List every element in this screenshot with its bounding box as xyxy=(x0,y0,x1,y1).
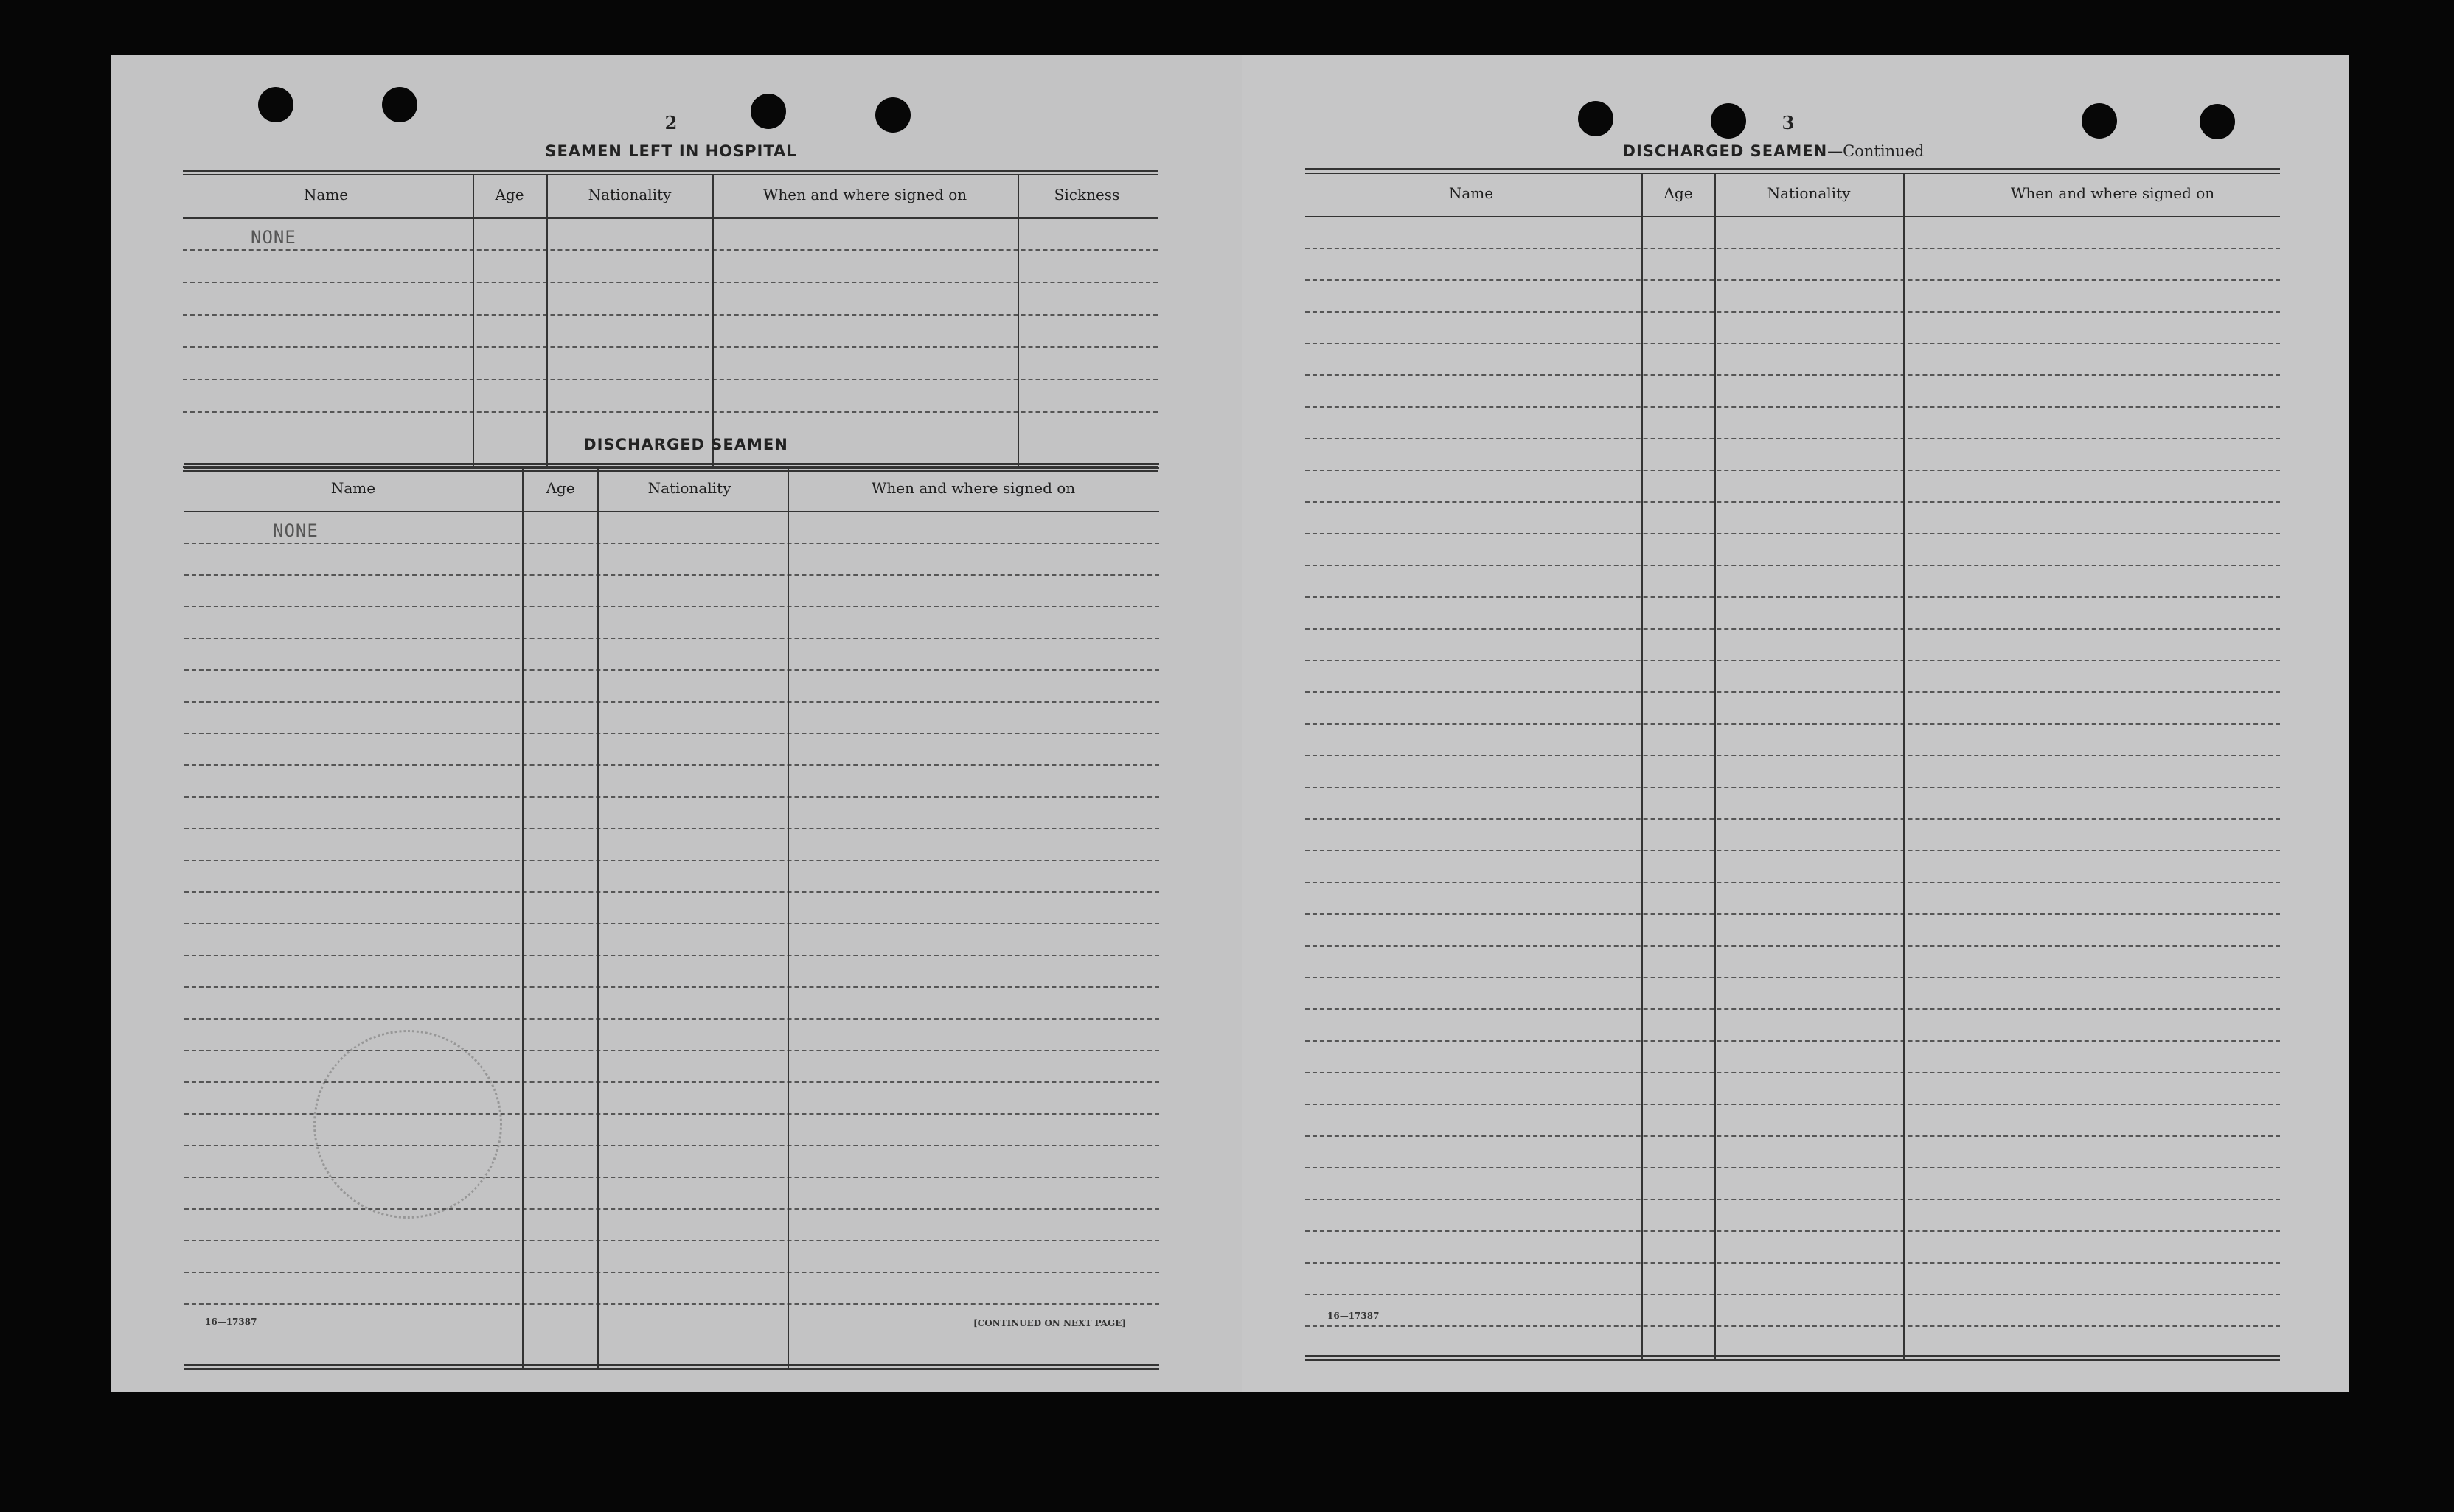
col-header-age: Age xyxy=(546,479,575,497)
discharged-entry-none: NONE xyxy=(273,520,319,541)
ruled-line xyxy=(183,379,1158,380)
ruled-line xyxy=(184,606,1159,607)
col-header-nationality: Nationality xyxy=(647,479,731,497)
ruled-line xyxy=(184,1272,1159,1273)
punch-hole xyxy=(875,97,911,133)
ruled-line xyxy=(184,1208,1159,1210)
ruled-line xyxy=(1305,1199,2280,1200)
column-divider xyxy=(597,467,599,1368)
ruled-line xyxy=(184,764,1159,766)
ruled-line xyxy=(1305,755,2280,756)
ruled-line xyxy=(184,669,1159,671)
ruled-line xyxy=(184,860,1159,861)
ruled-line xyxy=(1305,406,2280,408)
col-header-signed-on: When and where signed on xyxy=(762,186,967,203)
ruled-line xyxy=(184,701,1159,703)
punch-hole xyxy=(1578,101,1613,136)
ruled-line xyxy=(1305,1230,2280,1232)
ruled-line xyxy=(1305,248,2280,249)
column-divider xyxy=(522,467,524,1368)
ruled-line xyxy=(1305,1008,2280,1010)
ruled-line xyxy=(183,411,1158,413)
ruled-line xyxy=(184,638,1159,639)
ruled-line xyxy=(1305,660,2280,661)
form-number: 16—17387 xyxy=(205,1317,257,1327)
ruled-line xyxy=(184,923,1159,924)
column-divider xyxy=(712,174,714,469)
ruled-line xyxy=(184,574,1159,576)
col-header-name: Name xyxy=(330,479,376,497)
page-number: 3 xyxy=(1782,112,1795,133)
ruled-line xyxy=(1305,913,2280,915)
ruled-line xyxy=(1305,470,2280,471)
ruled-line xyxy=(1305,596,2280,598)
ruled-line xyxy=(184,1303,1159,1305)
ruled-line xyxy=(184,1050,1159,1051)
ruled-line xyxy=(1305,723,2280,725)
title-main: DISCHARGED SEAMEN xyxy=(1622,142,1828,160)
ruled-line xyxy=(184,796,1159,798)
ruled-line xyxy=(1305,533,2280,534)
column-divider xyxy=(1903,173,1905,1359)
ruled-line xyxy=(183,314,1158,316)
ruled-line xyxy=(183,346,1158,348)
ruled-line xyxy=(184,1240,1159,1241)
column-divider xyxy=(546,174,548,469)
ruled-line xyxy=(1305,565,2280,566)
ruled-line xyxy=(184,891,1159,893)
ruled-line xyxy=(1305,279,2280,281)
continued-note: [CONTINUED ON NEXT PAGE] xyxy=(973,1318,1127,1328)
punch-hole xyxy=(2082,103,2117,139)
ruled-line xyxy=(1305,1262,2280,1264)
ruled-line xyxy=(1305,787,2280,788)
ruled-line xyxy=(183,282,1158,283)
ruled-line xyxy=(184,733,1159,734)
ruled-line xyxy=(1305,691,2280,693)
ruled-line xyxy=(1305,1167,2280,1168)
ruled-line xyxy=(184,986,1159,988)
ruled-line xyxy=(1305,977,2280,978)
col-header-sickness: Sickness xyxy=(1054,186,1120,203)
ruled-line xyxy=(1305,438,2280,439)
col-header-age: Age xyxy=(495,186,524,203)
column-divider xyxy=(1641,173,1643,1359)
ruled-line xyxy=(1305,1040,2280,1042)
ruled-line xyxy=(1305,628,2280,630)
ruled-line xyxy=(184,828,1159,829)
punch-hole xyxy=(382,87,417,122)
discharged-table xyxy=(184,463,1159,1371)
punch-hole xyxy=(258,87,293,122)
col-header-nationality: Nationality xyxy=(1767,184,1851,202)
column-divider xyxy=(1714,173,1716,1359)
punch-hole xyxy=(751,94,786,129)
discharged-section-title: DISCHARGED SEAMEN xyxy=(583,436,788,453)
ruled-line xyxy=(1305,311,2280,313)
ruled-line xyxy=(1305,501,2280,503)
faded-stamp xyxy=(313,1030,502,1219)
ruled-line xyxy=(1305,850,2280,851)
col-header-name: Name xyxy=(303,186,349,203)
col-header-signed-on: When and where signed on xyxy=(871,479,1076,497)
ruled-line xyxy=(184,955,1159,956)
form-number: 16—17387 xyxy=(1327,1311,1380,1321)
ruled-line xyxy=(1305,1104,2280,1105)
ruled-line xyxy=(1305,1072,2280,1073)
ruled-line xyxy=(184,1018,1159,1020)
ruled-line xyxy=(1305,882,2280,883)
col-header-signed-on: When and where signed on xyxy=(2010,184,2215,202)
col-header-nationality: Nationality xyxy=(588,186,672,203)
ruled-line xyxy=(1305,818,2280,820)
ruled-line xyxy=(1305,945,2280,947)
ruled-line xyxy=(1305,1325,2280,1327)
column-divider xyxy=(788,467,789,1368)
hospital-entry-none: NONE xyxy=(251,227,296,248)
ruled-line xyxy=(184,543,1159,544)
column-divider xyxy=(1018,174,1019,469)
ruled-line xyxy=(1305,343,2280,344)
discharged-continued-title xyxy=(1623,142,1925,160)
punch-hole xyxy=(1711,103,1746,139)
ruled-line xyxy=(1305,1294,2280,1295)
ruled-line xyxy=(1305,1135,2280,1137)
ruled-line xyxy=(183,249,1158,251)
column-divider xyxy=(473,174,474,469)
left-page xyxy=(111,55,1242,1392)
right-page xyxy=(1242,55,2349,1392)
discharged-continued-table xyxy=(1305,168,2280,1362)
page-number: 2 xyxy=(664,112,678,133)
col-header-name: Name xyxy=(1448,184,1494,202)
title-continued: —Continued xyxy=(1827,142,1925,160)
hospital-section-title: SEAMEN LEFT IN HOSPITAL xyxy=(545,142,797,160)
hospital-table xyxy=(183,170,1158,472)
col-header-age: Age xyxy=(1664,184,1693,202)
punch-hole xyxy=(2200,104,2235,139)
ruled-line xyxy=(1305,374,2280,376)
